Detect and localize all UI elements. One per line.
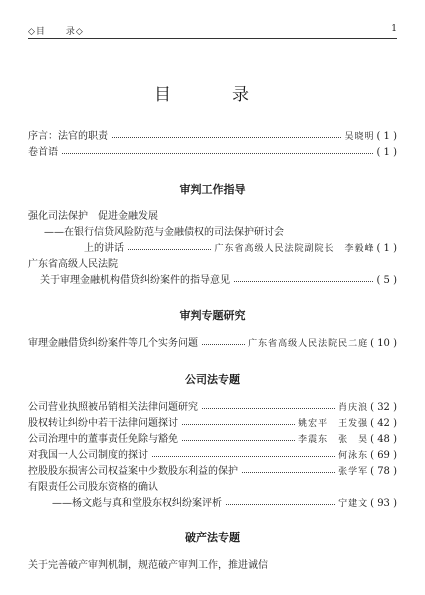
entry-meta — [211, 242, 397, 256]
entry-page: ( 10 ) — [370, 338, 397, 349]
toc-entry-foreword[interactable] — [28, 146, 397, 160]
entry-author: 李震东 张 昊 — [298, 435, 369, 445]
running-header — [28, 22, 397, 39]
toc-entry[interactable] — [28, 449, 397, 463]
toc-entry-case-review[interactable] — [52, 497, 397, 511]
entry-title: 审理金融借贷纠纷案件等几个实务问题 — [28, 337, 201, 351]
section-heading-trial-guidance: 审判工作指导 — [179, 183, 246, 196]
entry-page: ( 32 ) — [370, 402, 397, 413]
toc-entry[interactable] — [28, 465, 397, 479]
toc-entry-title[interactable]: 有限责任公司股东资格的确认 — [28, 482, 158, 493]
entry-meta — [335, 449, 397, 463]
entry-page: ( 5 ) — [376, 275, 397, 286]
header-section-title: ◇目 录◇ — [28, 27, 84, 37]
entry-page: ( 1 ) — [376, 243, 397, 254]
toc-entry[interactable] — [28, 401, 397, 415]
entry-page: ( 69 ) — [370, 450, 397, 461]
section-heading-company-law: 公司法专题 — [185, 373, 240, 386]
entry-meta — [373, 274, 397, 288]
toc-entry-subtitle: ——在银行信贷风险防范与金融债权的司法保护研讨会 — [44, 227, 284, 238]
entry-title: 公司营业执照被吊销相关法律问题研究 — [28, 401, 201, 415]
entry-title: 股权转让纠纷中若干法律问题探讨 — [28, 417, 181, 431]
entry-title: 控股股东损害公司权益案中少数股东利益的保护 — [28, 465, 241, 479]
entry-meta — [335, 401, 397, 415]
entry-meta — [245, 337, 397, 351]
toc-entry-issuer: 广东省高级人民法院 — [28, 259, 118, 270]
entry-author: 宁建文 — [338, 499, 369, 509]
toc-entry-speech[interactable] — [84, 242, 397, 256]
entry-title: ——杨文彪与真和堂股东权纠纷案评析 — [52, 497, 225, 511]
toc-entry-guidance-opinion[interactable] — [40, 274, 397, 288]
entry-author: 张学军 — [338, 467, 369, 477]
entry-author: 姚宏平 王发强 — [298, 419, 369, 429]
entry-author: 广东省高级人民法院副院长 李毅峰 — [214, 244, 375, 254]
section-heading-bankruptcy-law: 破产法专题 — [185, 531, 240, 544]
entry-meta — [373, 146, 397, 160]
entry-page: ( 48 ) — [370, 434, 397, 445]
toc-entry[interactable] — [28, 417, 397, 431]
entry-meta — [341, 130, 397, 144]
entry-title: 卷首语 — [28, 146, 61, 160]
toc-entry-title[interactable]: 强化司法保护 促进金融发展 — [28, 211, 158, 222]
entry-author: 广东省高级人民法院民二庭 — [248, 339, 369, 349]
entry-author: 吴晓明 — [344, 132, 375, 142]
entry-author: 何泳东 — [338, 451, 369, 461]
entry-page: ( 1 ) — [376, 147, 397, 158]
header-page-number: 1 — [391, 24, 397, 34]
page-title: 目 录 — [154, 85, 271, 105]
entry-meta — [335, 465, 397, 479]
entry-page: ( 1 ) — [376, 131, 397, 142]
section-heading-trial-research: 审判专题研究 — [179, 309, 246, 322]
entry-title: 公司治理中的董事责任免除与豁免 — [28, 433, 181, 447]
entry-page: ( 42 ) — [370, 418, 397, 429]
entry-page: ( 93 ) — [370, 498, 397, 509]
toc-entry[interactable] — [28, 433, 397, 447]
entry-title: 关于审理金融机构借贷纠纷案件的指导意见 — [40, 274, 233, 288]
entry-title: 上的讲话 — [84, 242, 127, 256]
dot-leader — [28, 151, 397, 154]
entry-title: 对我国一人公司制度的探讨 — [28, 449, 151, 463]
toc-entry-title[interactable]: 关于完善破产审判机制，规范破产审判工作，推进诚信 — [28, 560, 268, 571]
entry-author: 肖庆浪 — [338, 403, 369, 413]
entry-meta — [335, 497, 397, 511]
entry-page: ( 78 ) — [370, 466, 397, 477]
toc-entry-loan-disputes[interactable] — [28, 337, 397, 351]
entry-meta — [295, 417, 397, 431]
entry-title: 序言：法官的职责 — [28, 130, 111, 144]
entry-meta — [295, 433, 397, 447]
toc-entry-preface[interactable] — [28, 130, 397, 144]
